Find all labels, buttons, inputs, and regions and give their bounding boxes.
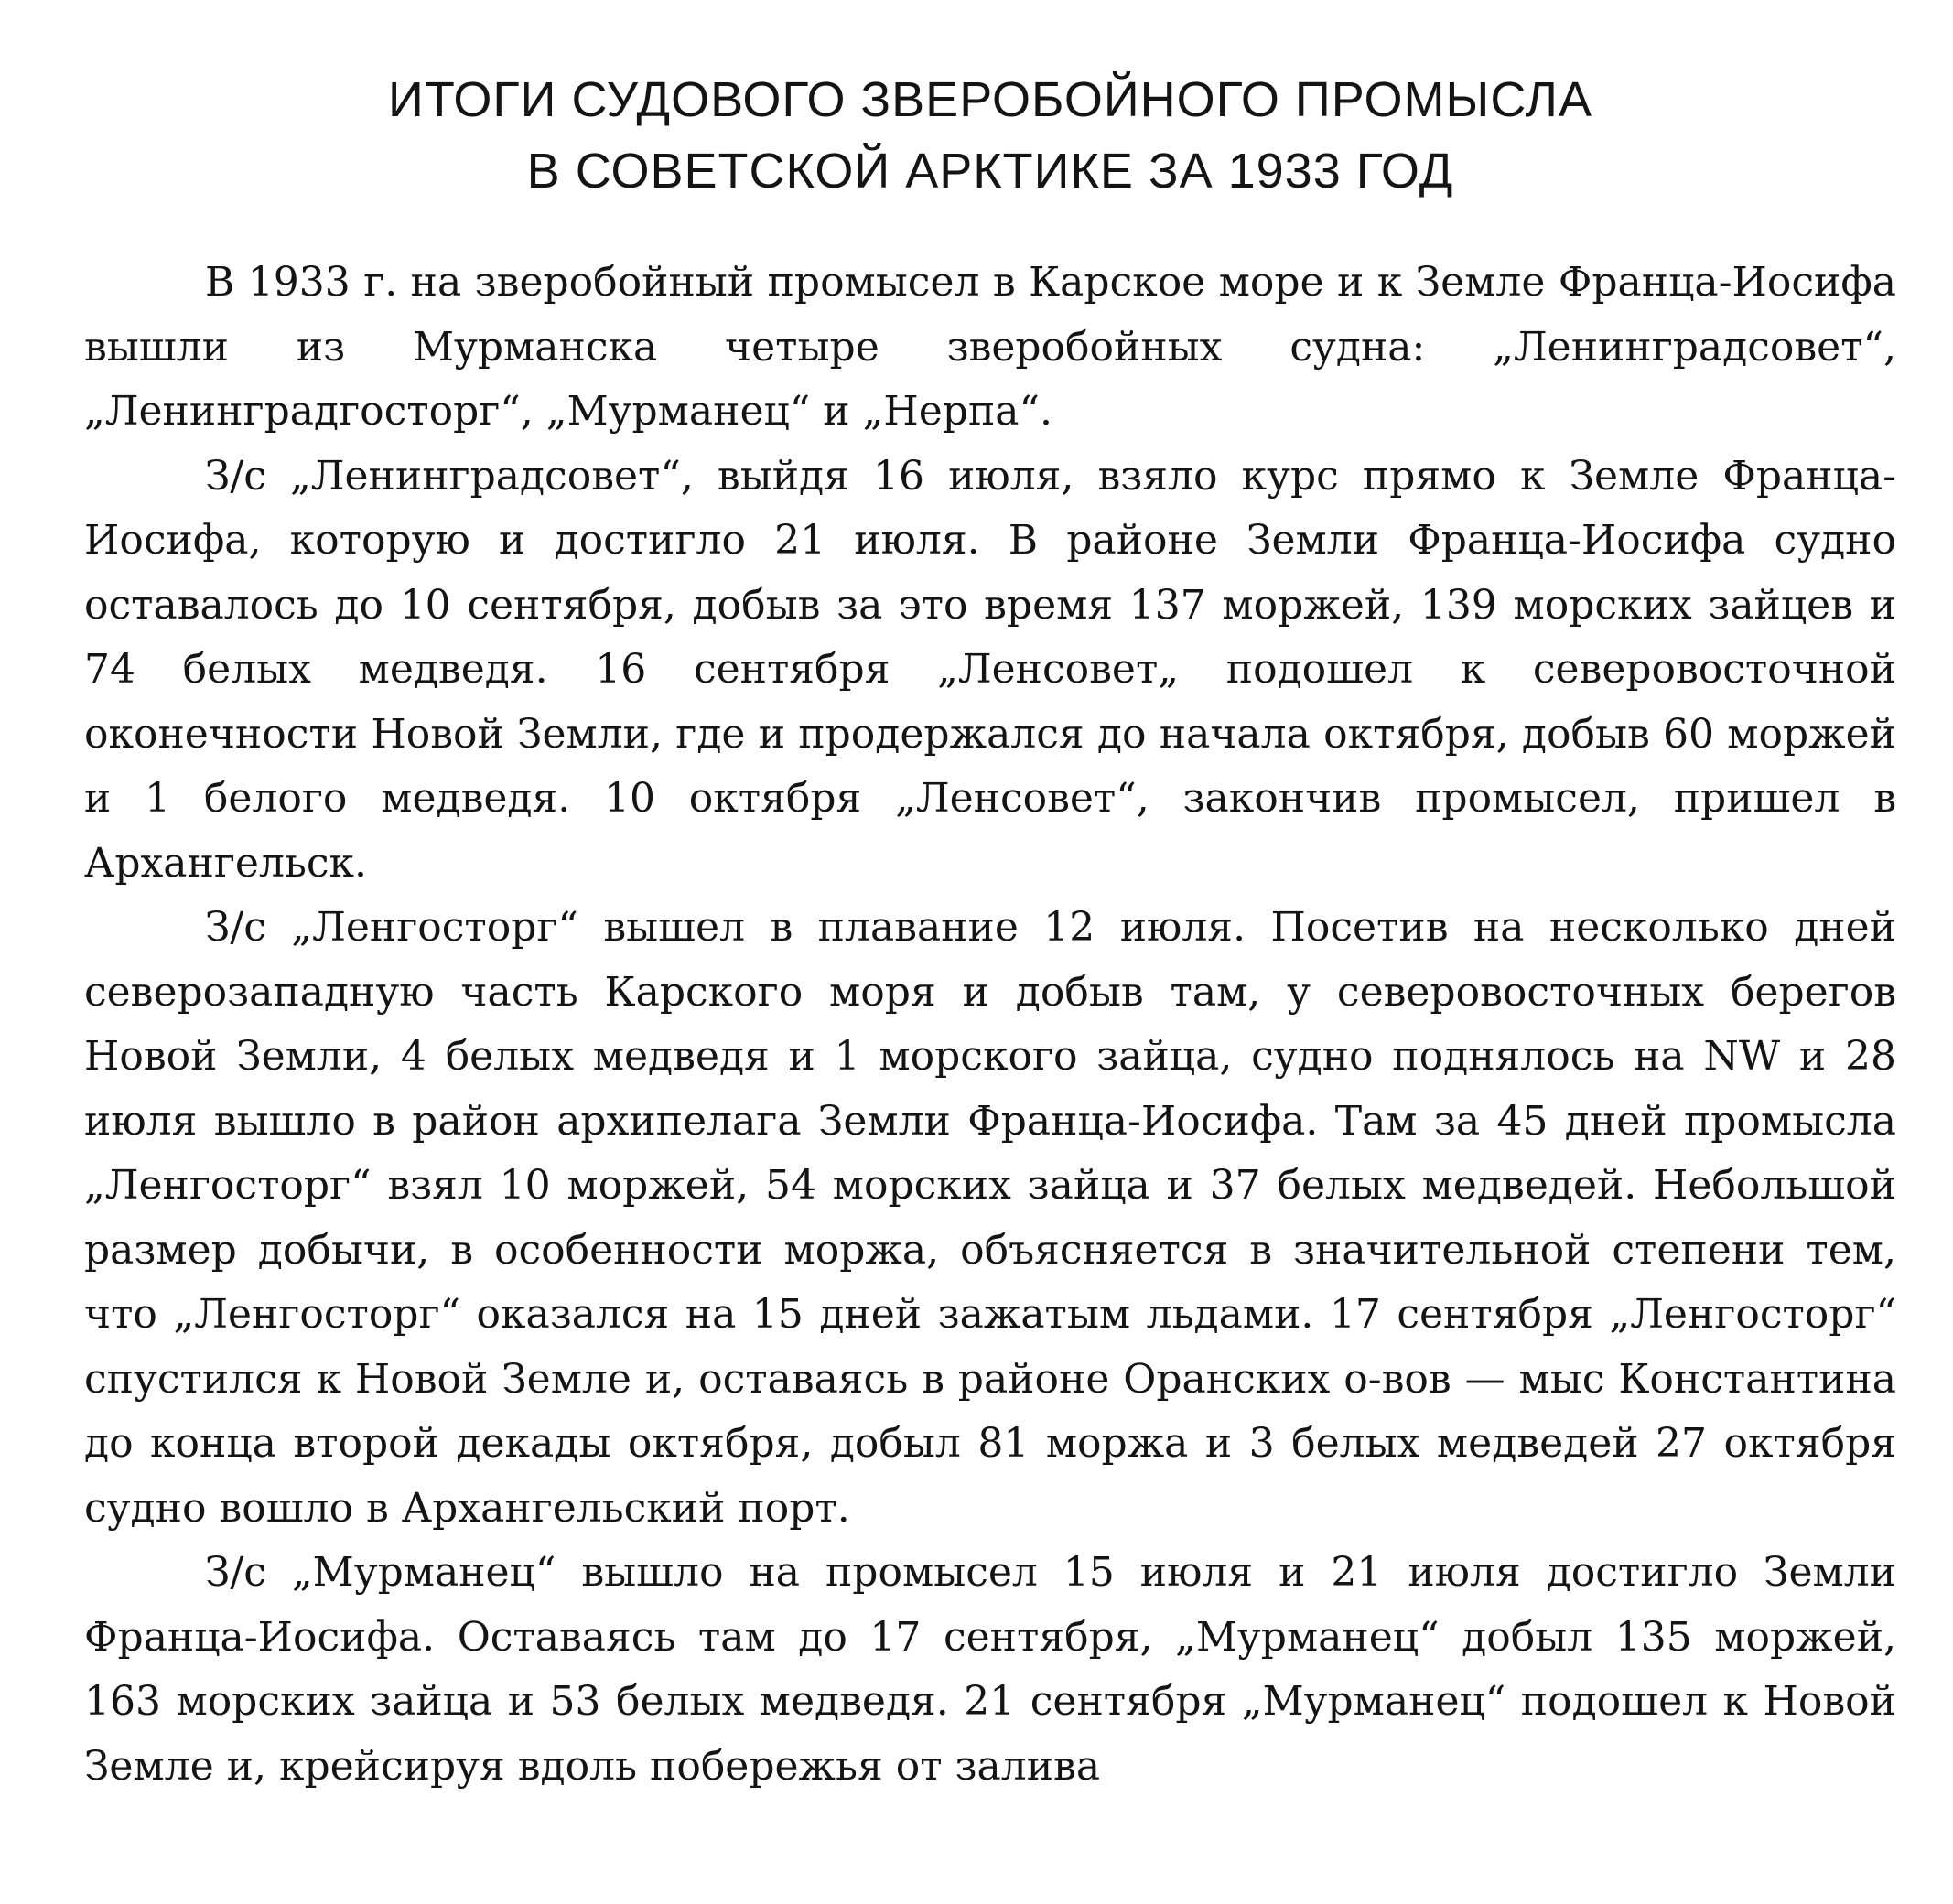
title-line-1: ИТОГИ СУДОВОГО ЗВЕРОБОЙНОГО ПРОМЫСЛА (388, 72, 1592, 127)
paragraph: З/с „Ленгосторг“ вышел в плавание 12 июля. Посетив на несколько дней северозападную часть Карского моря и добыв там, у северовосточных берегов Новой Земли, 4 белых медведя и 1 морского зайца, судно поднялось на NW и 28 июля вышло в район архипелага Земли Франца-Иосифа. Там за 45 дней промысла „Ленгосторг“ взял 10 моржей, 54 морских зайца и 37 белых медведей. Небольшой размер добычи, в особенности моржа, объясняется в значительной степени тем, что „Ленгосторг“ оказался на 15 дней зажатым льдами. 17 сентября „Ленгосторг“ спустился к Новой Земле и, оставаясь в районе Оранских о-вов — мыс Константина до конца второй декады октября, добыл 81 моржа и 3 белых медведей 27 октября судно вошло в Архангельский порт. (84, 904, 1896, 1532)
paragraph: В 1933 г. на зверобойный промысел в Карское море и к Земле Франца-Иосифа вышли из Мурманска четыре зверобойных судна: „Ленинградсовет“, „Ленинградгосторг“, „Мурманец“ и „Нерпа“. (84, 259, 1896, 435)
document-title (84, 64, 1896, 207)
document-page (84, 64, 1896, 1799)
document-body (84, 251, 1896, 1799)
title-line-2: В СОВЕТСКОЙ АРКТИКЕ ЗА 1933 ГОД (526, 144, 1454, 199)
paragraph: З/с „Ленинградсовет“, выйдя 16 июля, взяло курс прямо к Земле Франца-Иосифа, которую и достигло 21 июля. В районе Земли Франца-Иосифа судно оставалось до 10 сентября, добыв за это время 137 моржей, 139 морских зайцев и 74 белых медведя. 16 сентября „Ленсовет„ подошел к северовосточной оконечности Новой Земли, где и продержался до начала октября, добыв 60 моржей и 1 белого медведя. 10 октября „Ленсовет“, закончив промысел, пришел в Архангельск. (84, 452, 1896, 887)
paragraph: З/с „Мурманец“ вышло на промысел 15 июля и 21 июля достигло Земли Франца-Иосифа. Оставаясь там до 17 сентября, „Мурманец“ добыл 135 моржей, 163 морских зайца и 53 белых медведя. 21 сентября „Мурманец“ подошел к Новой Земле и, крейсируя вдоль побережья от залива (84, 1549, 1896, 1790)
